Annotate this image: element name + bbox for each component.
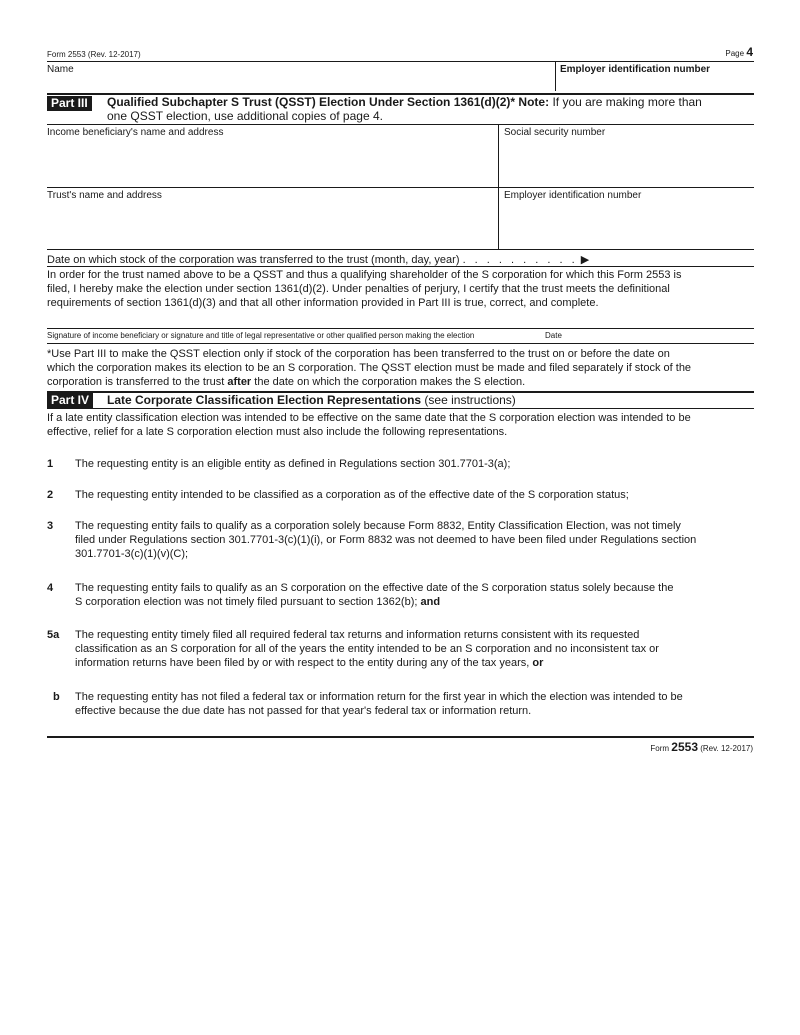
certification-line: filed, I hereby make the election under section 1361(d)(2). Under penalties of perjury, I certify that the trust meets the definitional [47, 283, 670, 295]
item-bold-tail: or [532, 657, 544, 669]
page-number: 4 [746, 45, 753, 59]
representation-item-3 [47, 519, 757, 561]
part3-note-line1: If you are making more than [552, 95, 702, 109]
certification-line: In order for the trust named above to be a QSST and thus a qualifying shareholder of the S corporation for which this Form 2553 is [47, 269, 682, 281]
part3-badge: Part III [47, 96, 92, 111]
item-text-last: S corporation election was not timely filed pursuant to section 1362(b); and [75, 596, 441, 608]
part3-title [107, 96, 757, 109]
signature-date-label: Date [545, 331, 562, 340]
representation-item-4 [47, 581, 757, 609]
part4-title-text: Late Corporate Classification Election Representations [107, 393, 422, 407]
beneficiary-label: Income beneficiary's name and address [47, 127, 224, 138]
trust-field[interactable] [47, 203, 497, 248]
item-text: The requesting entity is an eligible entity as defined in Regulations section 301.7701-3(a); [75, 458, 511, 470]
item-text: The requesting entity intended to be classified as a corporation as of the effective date of the S corporation status; [75, 489, 629, 501]
footnote-line: *Use Part III to make the QSST election only if stock of the corporation has been transferred to the trust on or before the date on [47, 348, 670, 360]
representation-item-1 [47, 457, 757, 471]
item-text: The requesting entity fails to qualify as a corporation solely because Form 8832, Entity Classification Election, was not timely [75, 520, 681, 532]
date-transfer-leader: . . . . . . . . . . [462, 254, 578, 266]
trust-ein-field[interactable] [500, 203, 754, 248]
footer-rev: (Rev. 12-2017) [700, 744, 753, 753]
date-transfer-field[interactable] [640, 252, 754, 266]
representation-item-5a [47, 628, 757, 670]
item-text: The requesting entity has not filed a federal tax or information return for the first year in which the election was intended to be [75, 691, 683, 703]
arrow-right-icon: ▶ [580, 254, 590, 266]
date-transfer-row [47, 253, 589, 267]
form-revision: Form 2553 (Rev. 12-2017) [47, 50, 141, 59]
item-text-last: information returns have been filed by or with respect to the entity during any of the tax years, or [75, 657, 544, 669]
ein-field[interactable] [556, 77, 754, 91]
name-label: Name [47, 64, 74, 75]
ein-label: Employer identification number [560, 64, 711, 75]
item-number: b [53, 691, 60, 703]
signature-date-field[interactable] [545, 312, 754, 328]
item-number: 4 [47, 582, 54, 594]
part4-badge: Part IV [47, 393, 93, 408]
item-text: classification as an S corporation for all of the years the entity intended to be an S corporation and no inconsistent tax or [75, 643, 659, 655]
item-number: 2 [47, 489, 54, 501]
item-text: filed under Regulations section 301.7701-3(c)(1)(i), or Form 8832 was not deemed to have been filed under Regulations section [75, 534, 697, 546]
part4-title [107, 394, 516, 407]
signature-label: Signature of income beneficiary or signature and title of legal representative or other qualified person making the election [47, 331, 475, 340]
footnote-line: which the corporation makes its election to be an S corporation. The QSST election must be made and filed separately if stock of the [47, 362, 692, 374]
item-text: The requesting entity fails to qualify as an S corporation on the effective date of the S corporation status solely because the [75, 582, 674, 594]
trust-row-rule [47, 249, 754, 250]
trust-label: Trust's name and address [47, 190, 162, 201]
date-transfer-label: Date on which stock of the corporation was transferred to the trust (month, day, year) [47, 254, 460, 266]
representation-item-5b [47, 690, 757, 718]
part3-header-rule [47, 124, 754, 125]
signature-label-rule [47, 343, 754, 344]
signature-field[interactable] [47, 312, 537, 328]
footer-form-label: Form [650, 744, 670, 753]
part4-title-note: (see instructions) [424, 393, 516, 407]
intro-line: If a late entity classification election was intended to be effective on the same date that the S corporation election was intended to be [47, 412, 691, 424]
footnote-line: corporation is transferred to the trust after the date on which the corporation makes the S election. [47, 376, 526, 388]
part4-intro [47, 411, 759, 439]
part3-title-text: Qualified Subchapter S Trust (QSST) Election Under Section 1361(d)(2)* [107, 95, 516, 109]
footer-form-id [650, 740, 753, 754]
beneficiary-row-rule [47, 187, 754, 188]
ssn-label: Social security number [504, 127, 606, 138]
page-label: Page [725, 49, 745, 58]
page-indicator [725, 45, 753, 59]
signature-rule [47, 328, 754, 329]
beneficiary-field[interactable] [47, 140, 497, 186]
representation-item-2 [47, 488, 757, 502]
certification-line: requirements of section 1361(d)(3) and that all other information provided in Part III is true, correct, and complete. [47, 297, 599, 309]
item-number: 5a [47, 629, 60, 641]
item-text: effective because the due date has not passed for that year's federal tax or information return. [75, 705, 532, 717]
item-text: 301.7701-3(c)(1)(v)(C); [75, 548, 189, 560]
date-transfer-rule [47, 266, 754, 267]
ssn-field[interactable] [500, 140, 754, 186]
item-bold-tail: and [420, 596, 441, 608]
part3-note-label: Note: [518, 95, 550, 109]
item-text: The requesting entity timely filed all required federal tax returns and information returns consistent with its requested [75, 629, 640, 641]
part4-header-rule [47, 408, 754, 409]
footer-rule [47, 736, 754, 738]
trust-ein-label: Employer identification number [504, 190, 642, 201]
qsst-footnote [47, 347, 759, 389]
name-field[interactable] [47, 62, 555, 90]
item-number: 1 [47, 458, 54, 470]
item-number: 3 [47, 520, 54, 532]
certification-text [47, 268, 759, 310]
part3-note-line2: one QSST election, use additional copies of page 4. [107, 109, 383, 123]
footer-form-number: 2553 [671, 740, 698, 754]
intro-line: effective, relief for a late S corporation election must also include the following representations. [47, 426, 508, 438]
